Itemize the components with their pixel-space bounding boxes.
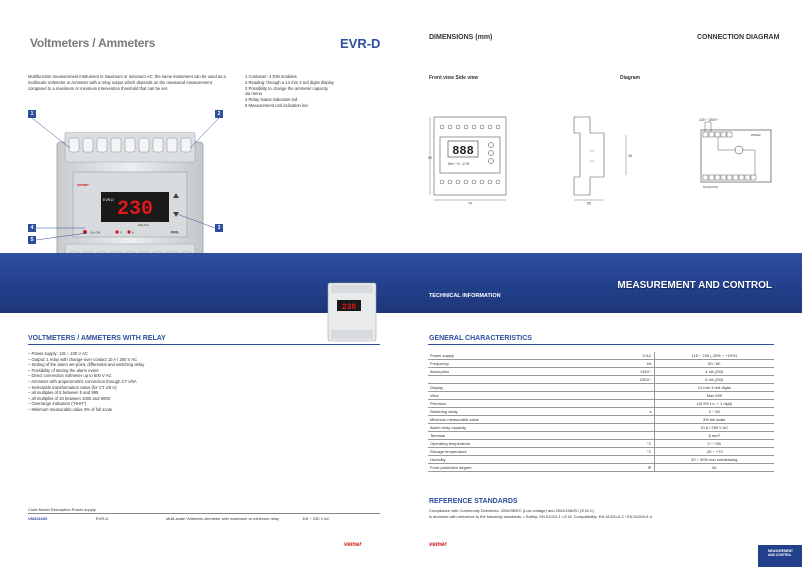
brand-logo-left: vemer: [344, 542, 362, 548]
cell-param: Absorption: [428, 368, 578, 376]
dim-width-label: 70: [468, 201, 472, 205]
device-relay-label: Relè 10A: [138, 224, 149, 227]
cell-value: 115 ÷ 230 (-15% ÷ +10%): [654, 352, 774, 360]
meter-symbol-icon: [735, 146, 743, 154]
supply-label: 115 ÷ 230V~: [699, 118, 719, 122]
cell-unit: [578, 392, 654, 400]
spec-item: – Direct connection voltmeter up to 600 V AC: [28, 373, 112, 379]
cell-param: [428, 376, 578, 384]
callout-4: 4: [28, 224, 36, 232]
cell-param: Alarm relay capacity: [428, 424, 578, 432]
front-side-label: Front view Side view: [429, 75, 479, 81]
feature-item: 2 Reading: through a 14 mm 3 red digits display: [245, 79, 334, 85]
reference-title: REFERENCE STANDARDS: [429, 498, 518, 505]
prg-label: PRG: [171, 230, 179, 235]
thumb-display-readout: 230: [341, 303, 357, 312]
feature-item: 1 Container: 4 DIN modules: [245, 74, 297, 79]
spec-list: [28, 351, 228, 413]
cell-value: 4 VA (2W): [654, 368, 774, 376]
cell-value: 14 mm 3 red digits: [654, 384, 774, 392]
cell-unit: [578, 432, 654, 440]
cell-param: Power supply: [428, 352, 578, 360]
cell-unit: [578, 456, 654, 464]
cell-value: 0 ÷ +50: [654, 440, 774, 448]
table-row: [428, 384, 774, 392]
spec-item: – all multiples of 10 between 1000 and 8000: [28, 395, 110, 401]
brand-logo-right: vemer: [429, 542, 447, 548]
cell-param: Front protection degree: [428, 464, 578, 472]
cell-unit: s: [578, 408, 654, 416]
device-thumbnail: [327, 282, 377, 342]
callout-leader-lines: [0, 0, 802, 260]
display-readout: 230: [116, 198, 154, 221]
cell-unit: 230V~: [578, 376, 654, 384]
spec-item: – Setting of the alarm set-point, differential and switching delay: [28, 362, 145, 368]
cell-param: Storage temperature: [428, 448, 578, 456]
cell-unit: [578, 384, 654, 392]
page-title: Voltmeters / Ammeters: [30, 36, 156, 50]
order-model: EVR-D: [96, 516, 109, 521]
dim-height-label: 90: [428, 156, 432, 160]
order-description: Multi-scale Voltmeter-Ammeter with maximum or minimum relay: [166, 516, 280, 521]
cell-unit: °C: [578, 448, 654, 456]
spec-item: – Minimum measurable value 3% of full scale: [28, 406, 113, 412]
band-title: MEASUREMENT AND CONTROL: [617, 280, 772, 291]
section-tab-line-2: AND CONTROL: [768, 553, 792, 558]
cell-value: ±(0.5% f.s. + 1 digit): [654, 400, 774, 408]
spec-item: – all multiples of 5 between 5 and 995: [28, 390, 99, 396]
cell-unit: IP: [578, 464, 654, 472]
cell-param: View: [428, 392, 578, 400]
out-on-label: Out ON: [90, 230, 101, 235]
cell-param: Switching delay: [428, 408, 578, 416]
cell-value: Max 999: [654, 392, 774, 400]
left-section-rule: [28, 344, 380, 345]
spec-item: – Power supply: 115 ÷ 230 V AC: [28, 351, 88, 356]
cell-value: 40: [654, 464, 774, 472]
cell-value: 6 VA (2W): [654, 376, 774, 384]
connection-title: CONNECTION DIAGRAM: [697, 34, 780, 41]
cell-param: Terminal: [428, 432, 578, 440]
cell-unit: V AC: [578, 352, 654, 360]
general-rule: [428, 344, 774, 345]
device-model-label: EVR-D: [103, 198, 114, 202]
cell-unit: 115V~: [578, 368, 654, 376]
table-row: [428, 400, 774, 408]
reference-text: [429, 508, 652, 520]
order-code: VM331600: [28, 516, 48, 521]
feature-item: 5 Measurement unit indication led: [245, 102, 308, 108]
feature-item: 3 Possibility to change the ammeter capacity: [245, 85, 328, 91]
spec-item: – Selectable transformation ratios (for CT x/5 A):: [28, 384, 118, 390]
table-row: [428, 456, 774, 464]
device-brand: vemer: [77, 182, 89, 187]
front-panel-text: Div+ +C -C+E: [448, 162, 470, 166]
callout-3: 3: [215, 224, 223, 232]
table-row: [428, 376, 774, 384]
table-row: [428, 424, 774, 432]
intro-text: Multifunction measurement instrument in maximum or minimum AC: the same instrument can be used as a multiscale Voltmeter or Ammeter with a relay output which depends on the measured measurement compared to a maximum or minimum intervention threshold that can be set.: [28, 74, 226, 91]
cell-value: 10 A / 250 V AC: [654, 424, 774, 432]
unit-v-label: V: [120, 230, 123, 235]
dimensions-title: DIMENSIONS (mm): [429, 34, 493, 41]
table-row: [428, 464, 774, 472]
table-row: [428, 368, 774, 376]
callout-2: 2: [215, 110, 223, 118]
front-prg-button-icon: [489, 159, 494, 164]
table-row: [428, 392, 774, 400]
cell-param: Humidity: [428, 456, 578, 464]
feature-item: via menu: [245, 91, 262, 97]
table-row: [428, 416, 774, 424]
table-row: [428, 448, 774, 456]
reference-line-1: Compliance with Community Directives: 2006/95/EC (Low voltage) and 2004/108/EC (E.M.C): [429, 508, 594, 513]
unit-a-label: A: [132, 230, 135, 235]
cell-param: Precision: [428, 400, 578, 408]
cell-param: Minimum measurable value: [428, 416, 578, 424]
cell-unit: [578, 400, 654, 408]
cell-value: 6 mm²: [654, 432, 774, 440]
cell-value: -20 ÷ +70: [654, 448, 774, 456]
technical-info-title: TECHNICAL INFORMATION: [429, 293, 501, 299]
feature-item: 4 Relay status indication led: [245, 97, 298, 103]
front-down-button-icon: [489, 151, 494, 156]
table-row: [428, 432, 774, 440]
conn-voltage-label: 230Vac: [751, 133, 761, 137]
diagram-label: Diagram: [620, 75, 641, 81]
cell-param: Frequency: [428, 360, 578, 368]
model-title: EVR-D: [340, 36, 381, 51]
table-row: [428, 408, 774, 416]
dim-side-label: 45: [628, 154, 632, 158]
table-row: [428, 440, 774, 448]
spec-item: – Output: 1 relay with change-over contact 10 A / 250 V AC: [28, 356, 138, 362]
order-rule: [28, 513, 380, 514]
callout-1: 1: [28, 110, 36, 118]
cell-unit: [578, 416, 654, 424]
front-up-button-icon: [489, 143, 494, 148]
cell-unit: Hz: [578, 360, 654, 368]
device-input-label: Input V(ac) 230V F+: [138, 220, 162, 223]
cell-unit: °C: [578, 440, 654, 448]
spec-item: – Ammeter with amperometric connection through CT x/5A: [28, 378, 137, 384]
dim-depth-label: 65: [587, 201, 591, 205]
section-tab: [758, 545, 802, 567]
conn-output-label: 5A/1A/0.5A: [703, 185, 719, 189]
spec-item: – Possibility of storing the alarm event: [28, 367, 99, 373]
front-display-digits: 888: [452, 144, 474, 158]
table-row: [428, 352, 774, 360]
cell-value: 50 / 60: [654, 360, 774, 368]
cell-value: 20 ÷ 90% non condensing: [654, 456, 774, 464]
general-title: GENERAL CHARACTERISTICS: [429, 335, 532, 342]
cell-unit: [578, 424, 654, 432]
front-view-drawing: [428, 115, 518, 205]
spec-item: – Overrange indication ("HHH"): [28, 401, 87, 407]
section-tab-line-1: MEASUREMENT: [768, 549, 793, 553]
cell-param: Display: [428, 384, 578, 392]
connection-diagram: [695, 112, 775, 192]
callout-5: 5: [28, 236, 36, 244]
cell-param: Operating temperature: [428, 440, 578, 448]
order-header: Code Model Description Power supply: [28, 507, 96, 512]
side-view-drawing: [560, 115, 640, 205]
table-row: [428, 360, 774, 368]
cell-value: 0 ÷ 60: [654, 408, 774, 416]
left-section-title: VOLTMETERS / AMMETERS WITH RELAY: [28, 335, 166, 342]
reference-line-2: is declared with reference to the following standards: • Safety: EN 61010-1 • E.M. Compatibility: EN 61000-6-2 / EN 61000-6-4: [429, 514, 652, 519]
general-table: [428, 352, 774, 472]
cell-value: 3% full scale: [654, 416, 774, 424]
order-supply: 115 ÷ 230 V AC: [302, 516, 330, 521]
